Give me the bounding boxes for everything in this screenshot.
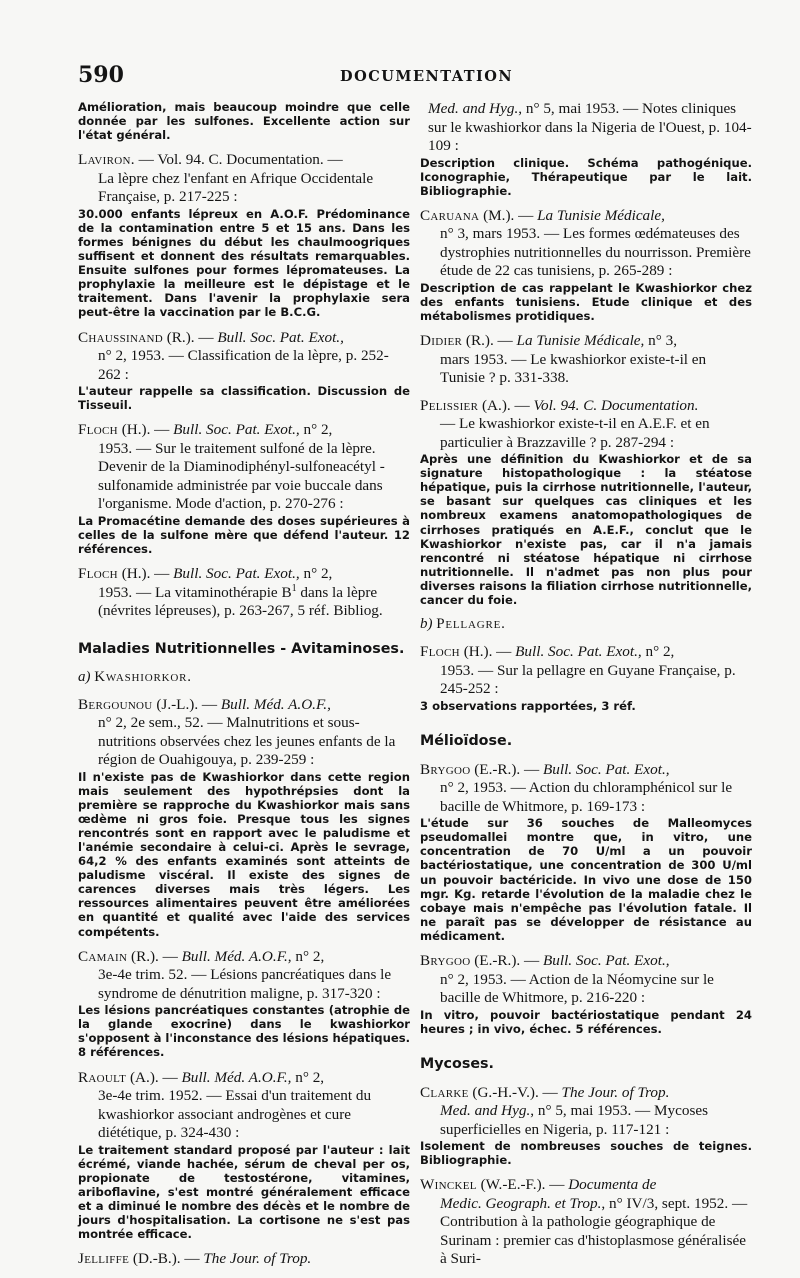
abstract: 30.000 enfants lépreux en A.O.F. Prédominance de la contamination entre 5 et 15 ans. Dans les formes bénignes du début les chaulmoogriques suffisent et donnent des résultats remarquables. Ensuite sulfones pour formes lépromateuses. La prophylaxie la meilleure est le dépistage et le traitement. Dans l'avenir la prophylaxie sera peut-être la vaccination par le B.C.G. xyxy=(78,206,410,320)
author: Didier xyxy=(420,332,463,350)
section-heading: Mycoses. xyxy=(420,1055,494,1072)
entry-floch-pellagre xyxy=(420,643,752,713)
entry-floch-2 xyxy=(78,565,410,621)
page-header xyxy=(78,62,738,92)
citation: Didier (R.). — La Tunisie Médicale, n° 3, mars 1953. — Le kwashiorkor existe-t-il en Tunisie ? p. 331-338. xyxy=(420,332,707,387)
author: Camain xyxy=(78,947,128,965)
citation: Brygoo (E.-R.). — Bull. Soc. Pat. Exot., n° 2, 1953. — Action de la Néomycine sur le bacille de Whitmore, p. 216-220 : xyxy=(420,952,714,1007)
entry-brygoo-2 xyxy=(420,952,752,1036)
journal: Bull. Soc. Pat. Exot., xyxy=(543,760,670,778)
abstract: L'auteur rappelle sa classification. Discussion de Tisseuil. xyxy=(78,384,410,413)
abstract: Les lésions pancréatiques constantes (atrophie de la glande exocrine) dans le kwashiorkor s'opposent à l'inconstance des lésions hépatiques. 8 références. xyxy=(78,1003,411,1060)
entry-chaussinand xyxy=(78,329,410,413)
citation: Raoult (A.). — Bull. Méd. A.O.F., n° 2, 3e-4e trim. 1952. — Essai d'un traitement du kwashiorkor associant androgènes et cure diététique, p. 324-430 : xyxy=(78,1068,372,1141)
journal: Bull. Soc. Pat. Exot., xyxy=(515,643,642,661)
entry-raoult xyxy=(78,1069,410,1242)
abstract-continuation: Amélioration, mais beaucoup moindre que celle donnée par les sulfones. Excellente action sur l'état général. xyxy=(78,100,410,143)
citation: Floch (H.). — Bull. Soc. Pat. Exot., n° 2, 1953. — La vitaminothérapie $B^1$ dans la lèpre (névrites lépreuses), p. 263-267, 5 réf. Bibliog. xyxy=(78,565,383,619)
journal: Bull. Méd. A.O.F., xyxy=(220,695,331,713)
entry-brygoo-1 xyxy=(420,761,752,943)
author: Brygoo xyxy=(420,952,471,970)
journal: Bull. Méd. A.O.F., xyxy=(181,1068,292,1086)
journal: La Tunisie Médicale, xyxy=(537,206,665,224)
abstract: Le traitement standard proposé par l'auteur : lait écrémé, viande hachée, sérum de cheval per os, propionate de testostérone, vitamines, ariboflavine, s'est montré généralement efficace et a diminué le nombre des décès et le nombre de jours d'hospitalisation. La cortisone ne s'est pas montrée efficace. xyxy=(78,1142,410,1242)
author: Pelissier xyxy=(420,396,479,414)
abstract: Description clinique. Schéma pathogénique. Iconographie, Thérapeutique par le lait. Bibliographie. xyxy=(420,155,752,198)
citation: Camain (R.). — Bull. Méd. A.O.F., n° 2, 3e-4e trim. 52. — Lésions pancréatiques dans le syndrome de dénutrition maligne, p. 317-320 : xyxy=(78,947,392,1002)
left-column xyxy=(78,100,410,1278)
journal: Documenta de xyxy=(568,1176,657,1194)
citation: Brygoo (E.-R.). — Bull. Soc. Pat. Exot., n° 2, 1953. — Action du chloramphénicol sur le bacille de Whitmore, p. 169-173 : xyxy=(420,760,733,815)
author: Jelliffe xyxy=(78,1250,130,1268)
citation: Chaussinand (R.). — Bull. Soc. Pat. Exot., n° 2, 1953. — Classification de la lèpre, p. 252-262 : xyxy=(78,328,389,383)
journal: La Tunisie Médicale, xyxy=(516,332,645,350)
journal: Bull. Soc. Pat. Exot., xyxy=(217,328,344,346)
citation: Jelliffe (D.-B.). — The Jour. of Trop. xyxy=(78,1250,312,1268)
entry-caruana xyxy=(420,207,752,323)
entry-jelliffe xyxy=(78,1250,410,1269)
journal: Bull. Méd. A.O.F., xyxy=(181,947,292,965)
author: Floch xyxy=(420,643,460,661)
abstract: Il n'existe pas de Kwashiorkor dans cette region mais seulement des hypothrépsies dont la première se rapproche du Kwashiorkor mais sans œdème ni gros foie. Presque tous les signes rencontrés sont en rapport avec le paludisme et l'anémie secondaire à celui-ci. Après le sevrage, 64,2 % des enfants examinés sont atteints de paludisme viscéral. Il existe des signes de carences diverses mais très légers. Les ressources alimentaires peuvent être améliorées en quantité et qualité avec l'aide des services compétents. xyxy=(78,769,410,939)
journal: Vol. 94. C. Documentation. xyxy=(533,396,699,414)
citation: Med. and Hyg., n° 5, mai 1953. — Notes cliniques sur le kwashiorkor dans la Nigeria de l'Ouest, p. 104-109 : xyxy=(428,100,752,154)
entry-laviron xyxy=(78,151,410,319)
abstract: Description de cas rappelant le Kwashiorkor chez des enfants tunisiens. Etude clinique et des métabolismes protidiques. xyxy=(420,280,752,323)
author: Laviron. xyxy=(78,151,135,169)
abstract: La Promacétine demande des doses supérieures à celles de la sulfone mère que défend l'auteur. 12 références. xyxy=(78,513,410,556)
journal: Bull. Soc. Pat. Exot., xyxy=(173,565,300,582)
abstract: Après une définition du Kwashiorkor et de sa signature histopathologique : la stéatose hépatique, puis la cirrhose nutritionnelle, l'auteur, se basant sur quelques cas cliniques et les nombreux examens anatomopathologiques de cirrhoses pratiqués en A.E.F., conclut que le Kwashiorkor n'existe pas, car il n'a jamais rencontré ni stéatose hépatique ni cirrhose nutritionnelle. Il n'admet pas non plus pour diverses raisons la filiation cirrhose nutritionnelle, cancer du foie. xyxy=(420,452,752,607)
author: Chaussinand xyxy=(78,328,163,346)
entry-floch-1 xyxy=(78,421,410,556)
page-number: 590 xyxy=(78,62,124,88)
author: Brygoo xyxy=(420,760,471,778)
subsection-heading: a) Kwashiorkor. xyxy=(78,668,192,685)
entry-clarke xyxy=(420,1084,752,1168)
author: Bergounou xyxy=(78,695,153,713)
entry-didier xyxy=(420,332,752,388)
abstract: In vitro, pouvoir bactériostatique pendant 24 heures ; in vivo, échec. 5 références. xyxy=(420,1007,752,1036)
citation: Floch (H.). — Bull. Soc. Pat. Exot., n° 2, 1953. — Sur la pellagre en Guyane Française, p. 245-252 : xyxy=(420,643,736,698)
citation: Laviron. — Vol. 94. C. Documentation. — La lèpre chez l'enfant en Afrique Occidentale Française, p. 217-225 : xyxy=(78,151,374,206)
author: Clarke xyxy=(420,1083,469,1101)
author: Caruana xyxy=(420,206,480,224)
entry-camain xyxy=(78,948,410,1060)
author: Winckel xyxy=(420,1176,477,1194)
entry-pelissier xyxy=(420,397,752,608)
entry-winckel xyxy=(420,1176,752,1269)
section-heading: Maladies Nutritionnelles - Avitaminoses. xyxy=(78,640,405,657)
running-title: DOCUMENTATION xyxy=(340,68,514,85)
abstract: Isolement de nombreuses souches de teignes. Bibliographie. xyxy=(420,1139,752,1168)
citation: Pelissier (A.). — Vol. 94. C. Documentation. — Le kwashiorkor existe-t-il en A.E.F. et en particulier à Brazzaville ? p. 287-294 : xyxy=(420,396,710,451)
journal: Bull. Soc. Pat. Exot., xyxy=(543,952,670,970)
author: Floch xyxy=(78,421,118,439)
citation: Bergounou (J.-L.). — Bull. Méd. A.O.F., n° 2, 2e sem., 52. — Malnutritions et sous-nutritions observées chez les jeunes enfants de la région de Ouahigouya, p. 239-259 : xyxy=(78,695,396,768)
citation: Clarke (G.-H.-V.). — The Jour. of Trop. Med. and Hyg., n° 5, mai 1953. — Mycoses superficielles en Nigeria, p. 117-121 : xyxy=(420,1083,709,1138)
entry-jelliffe-continued xyxy=(420,100,752,198)
entry-bergounou xyxy=(78,696,410,939)
author: Floch xyxy=(78,565,118,582)
journal: The Jour. of Trop. xyxy=(203,1250,312,1268)
citation: Floch (H.). — Bull. Soc. Pat. Exot., n° 2, 1953. — Sur le traitement sulfoné de la lèpre. Devenir de la Diaminodiphényl-sulfoneacétyl - sulfonamide administrée par voie buccale dans l'organisme. Mode d'action, p. 270-276 : xyxy=(78,421,385,513)
author: Raoult xyxy=(78,1068,127,1086)
subsection-heading: b) Pellagre. xyxy=(420,616,506,633)
citation: Winckel (W.-E.-F.). — Documenta de Medic. Geograph. et Trop., n° IV/3, sept. 1952. — Contribution à la pathologie géographique de Surinam : premier cas d'histoplasmose généralisée à Suri- xyxy=(420,1176,748,1268)
abstract: L'étude sur 36 souches de Malleomyces pseudomallei montre que, in vitro, une concentration de 70 U/ml a un pouvoir bactériostatique, une concentration de 300 U/ml un pouvoir bactéricide. In vivo une dose de 150 mgr. Kg. retarde l'évolution de la maladie chez le cobaye mais n'empêche pas l'évolution fatale. Il ne paraît pas se développer de résistance au médicament. xyxy=(420,816,752,943)
right-column xyxy=(420,100,752,1278)
journal: The Jour. of Trop. xyxy=(561,1083,670,1101)
journal: Bull. Soc. Pat. Exot., xyxy=(173,421,300,439)
citation: Caruana (M.). — La Tunisie Médicale, n° 3, mars 1953. — Les formes œdémateuses des dystrophies nutritionnelles du nourrisson. Première étude de 22 cas tunisiens, p. 265-289 : xyxy=(420,206,751,280)
section-heading: Mélioïdose. xyxy=(420,732,513,749)
abstract: 3 observations rapportées, 3 réf. xyxy=(420,698,636,713)
